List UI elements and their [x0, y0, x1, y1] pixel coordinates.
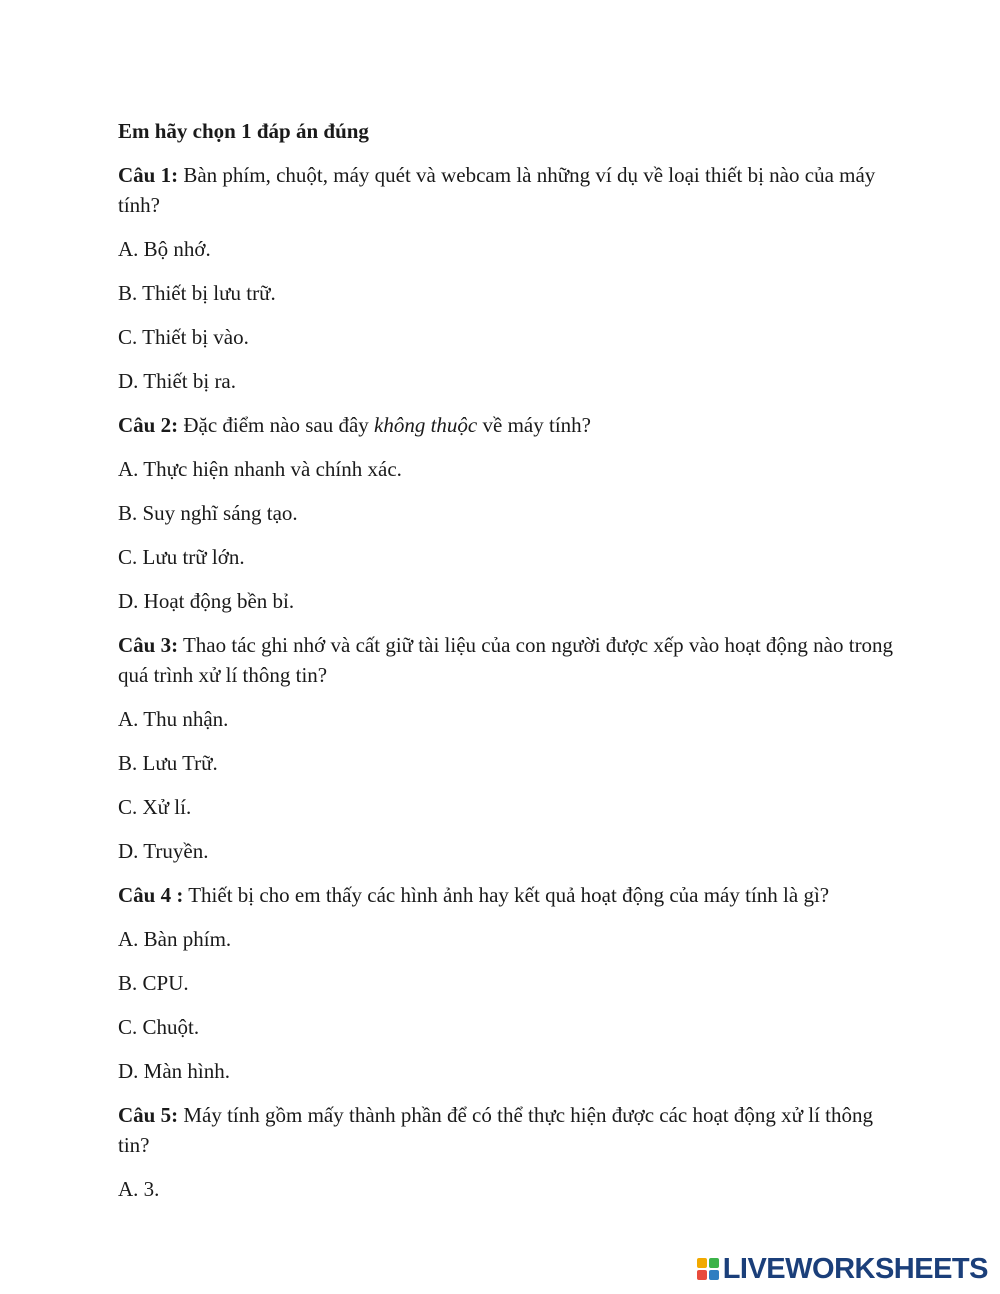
question-text [118, 410, 898, 440]
liveworksheets-logo-icon [697, 1258, 719, 1280]
logo-square-1 [697, 1258, 707, 1268]
question-label: Câu 1: [118, 163, 179, 187]
answer-option: D. Thiết bị ra. [118, 369, 237, 393]
question-block [118, 630, 898, 866]
answer-option: A. Thu nhận. [118, 707, 229, 731]
question-text [118, 1100, 898, 1160]
question-label: Câu 2: [118, 413, 179, 437]
answer-option: C. Chuột. [118, 1015, 200, 1039]
answer-option: D. Màn hình. [118, 1059, 230, 1083]
answer-option: D. Hoạt động bền bỉ. [118, 589, 295, 613]
liveworksheets-logo [697, 1252, 988, 1286]
answer-option: C. Xử lí. [118, 795, 192, 819]
answer-option: C. Lưu trữ lớn. [118, 545, 245, 569]
question-emphasis: không thuộc [374, 413, 478, 437]
question-stem: Bàn phím, chuột, máy quét và webcam là những ví dụ về loại thiết bị nào của máy tính? [118, 163, 876, 217]
logo-square-4 [709, 1270, 719, 1280]
question-stem: Đặc điểm nào sau đây [178, 413, 375, 437]
answer-option: B. CPU. [118, 971, 189, 995]
question-text [118, 630, 898, 690]
logo-square-2 [709, 1258, 719, 1268]
question-label: Câu 5: [118, 1103, 179, 1127]
question-block [118, 880, 898, 1086]
brand-name: LIVEWORKSHEETS [722, 1252, 988, 1285]
answer-option: A. 3. [118, 1177, 160, 1201]
answer-option: B. Suy nghĩ sáng tạo. [118, 501, 298, 525]
question-text [118, 880, 898, 910]
answer-option: D. Truyền. [118, 839, 209, 863]
question-block [118, 1100, 898, 1204]
question-label: Câu 3: [118, 633, 179, 657]
instruction-heading: Em hãy chọn 1 đáp án đúng [118, 119, 369, 143]
question-stem: Máy tính gồm mấy thành phần để có thể thực hiện được các hoạt động xử lí thông tin? [118, 1103, 874, 1157]
question-block [118, 410, 898, 616]
question-label: Câu 4 : [118, 883, 184, 907]
question-block [118, 160, 898, 396]
question-stem: Thao tác ghi nhớ và cất giữ tài liệu của con người được xếp vào hoạt động nào trong quá trình xử lí thông tin? [118, 633, 894, 687]
answer-option: B. Thiết bị lưu trữ. [118, 281, 276, 305]
question-stem: Thiết bị cho em thấy các hình ảnh hay kết quả hoạt động của máy tính là gì? [183, 883, 830, 907]
answer-option: C. Thiết bị vào. [118, 325, 249, 349]
worksheet-content [118, 116, 898, 1218]
logo-square-3 [697, 1270, 707, 1280]
question-stem-end: về máy tính? [477, 413, 591, 437]
question-list [118, 160, 898, 1204]
answer-option: A. Bàn phím. [118, 927, 232, 951]
answer-option: A. Bộ nhớ. [118, 237, 211, 261]
question-text [118, 160, 898, 220]
answer-option: B. Lưu Trữ. [118, 751, 218, 775]
answer-option: A. Thực hiện nhanh và chính xác. [118, 457, 402, 481]
